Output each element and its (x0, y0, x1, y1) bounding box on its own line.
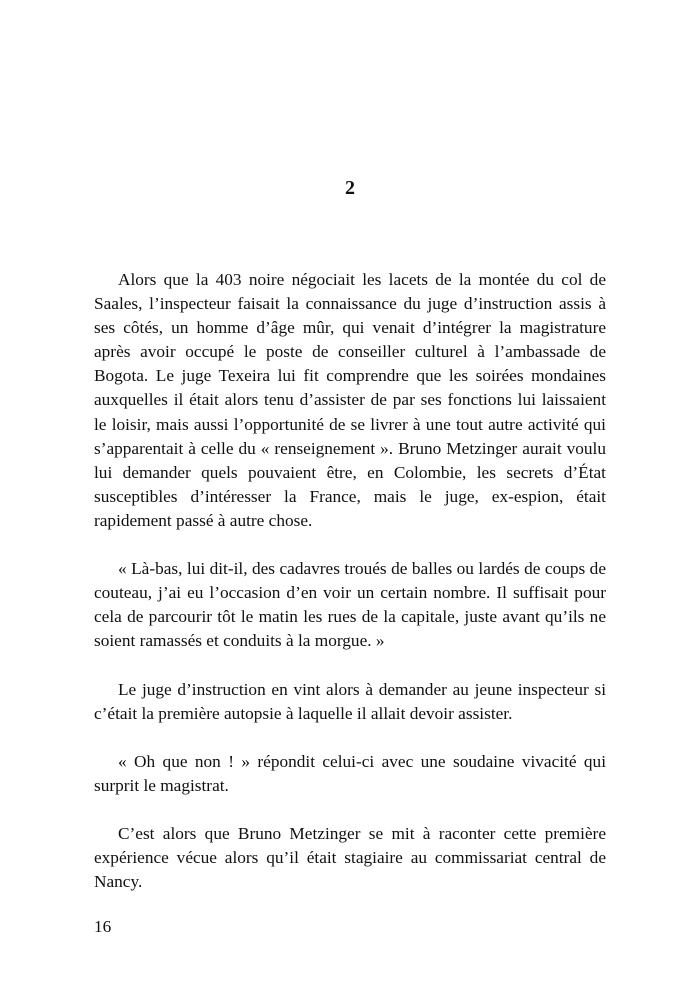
paragraph: « Là-bas, lui dit-il, des cadavres troués de balles ou lardés de coups de couteau, j’ai eu l’occasion d’en voir un certain nombre. Il suffisait pour cela de parcourir tôt le matin les rues de la capitale, juste avant qu’ils ne soient ramassés et conduits à la morgue. » (94, 559, 606, 651)
paragraph: « Oh que non ! » répondit celui-ci avec une soudaine vivacité qui surprit le magistrat. (94, 751, 606, 795)
paragraph: C’est alors que Bruno Metzinger se mit à raconter cette première expérience vécue alors qu’il était stagiaire au commissariat central de Nancy. (94, 824, 606, 892)
paragraph: Alors que la 403 noire négociait les lacets de la montée du col de Saales, l’inspecteur faisait la connaissance du juge d’instruction assis à ses côtés, un homme d’âge mûr, qui venait d’intégrer la magistrature après avoir occupé le poste de conseiller culturel à l’ambassade de Bogota. Le juge Texeira lui fit comprendre que les soirées mondaines auxquelles il était alors tenu d’assister de par ses fonctions lui laissaient le loisir, mais aussi l’opportunité de se livrer à une tout autre activité qui s’apparentait à celle du « renseignement ». Bruno Metzinger aurait voulu lui demander quels pouvaient être, en Colombie, les secrets d’État susceptibles d’intéresser la France, mais le juge, ex-espion, était rapidement passé à autre chose. (94, 270, 606, 530)
page-number: 16 (94, 917, 112, 936)
chapter-body (94, 268, 606, 919)
chapter-number: 2 (345, 177, 355, 199)
paragraph: Le juge d’instruction en vint alors à demander au jeune inspecteur si c’était la première autopsie à laquelle il allait devoir assister. (94, 679, 606, 723)
